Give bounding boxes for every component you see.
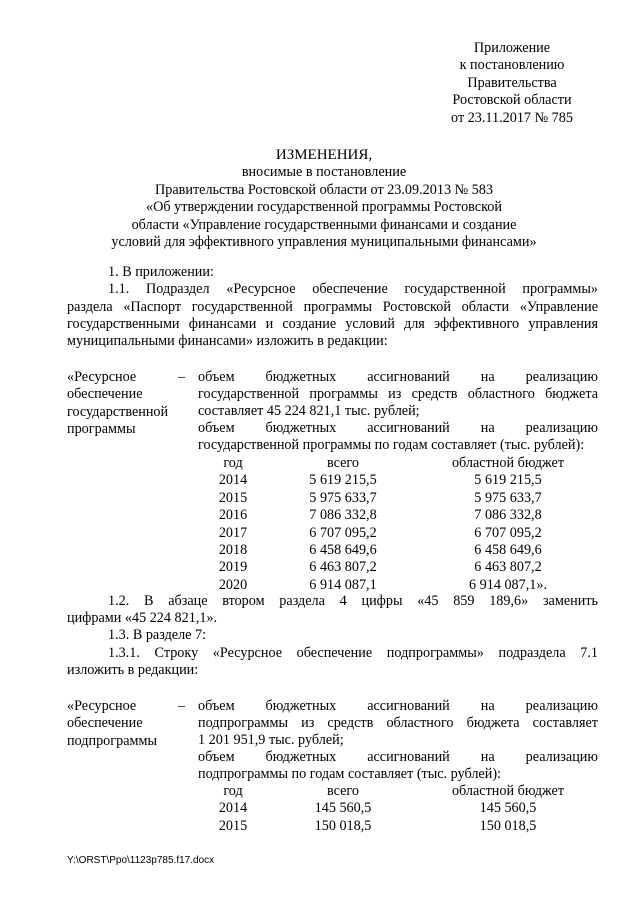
table-row [208,559,598,576]
table-row [208,490,598,507]
cell-regional: 7 086 332,8 [474,507,542,524]
block1-years-table [208,455,598,594]
header-year: год [223,783,243,799]
appendix-line: Правительства [467,74,557,91]
cell-year: 2018 [218,542,248,559]
block2-text: объем бюджетных ассигнований на реализацию [198,698,598,714]
paragraph-1: 1. В приложении: [108,264,214,280]
cell-total: 6 914 087,1 [309,576,377,593]
cell-total: 7 086 332,8 [309,507,377,524]
label-line: программы [67,421,136,438]
title-line: «Об утверждении государственной программы Ростовской [146,199,502,216]
cell-year: 2019 [218,559,248,576]
cell-total: 6 458 649,6 [309,542,377,559]
block1-dash: – [178,369,186,385]
block1-text: объем бюджетных ассигнований на реализацию [198,420,598,436]
appendix-line: Приложение [473,40,551,56]
block2-dash: – [178,698,186,714]
cell-total: 6 707 095,2 [309,524,377,541]
title-line: вносимые в постановление [241,164,407,181]
appendix-line: от 23.11.2017 № 785 [451,109,573,126]
paragraph-1-3-1: 1.3.1. Строку «Ресурсное обеспечение подпрограммы» подраздела 7.1 [108,645,598,661]
header-total: всего [327,783,359,799]
block1-text: составляет 45 224 821,1 тыс. рублей; [198,403,420,419]
cell-regional: 6 463 807,2 [474,559,542,576]
title-line: области «Управление государственными финансами и создание [131,216,517,233]
paragraph-1-1: 1.1. Подраздел «Ресурсное обеспечение государственной программы» [108,281,598,297]
title-line: условий для эффективного управления муниципальными финансами» [111,234,537,251]
appendix-line: к постановлению [459,57,565,74]
table-row [208,507,598,524]
cell-year: 2014 [218,472,248,489]
block2-years-table [208,783,598,835]
cell-regional: 6 458 649,6 [474,542,542,559]
cell-regional: 145 560,5 [479,800,537,817]
block2-text: 1 201 951,9 тыс. рублей; [198,732,344,748]
paragraph-1-3: 1.3. В разделе 7: [108,627,207,643]
cell-year: 2015 [218,489,248,506]
label-line: обеспечение [67,715,143,732]
block1-text: государственной программы по годам составляет (тыс. рублей): [198,437,585,453]
header-year: год [223,455,243,471]
cell-regional: 5 975 633,7 [474,489,542,506]
header-total: всего [327,455,359,471]
paragraph-1-2: 1.2. В абзаце втором раздела 4 цифры «45 859 189,6» заменить [108,593,598,609]
cell-total: 150 018,5 [314,817,372,834]
block2-label [67,698,157,750]
cell-regional: 150 018,5 [479,817,537,834]
cell-regional: 5 619 215,5 [474,472,542,489]
paragraph-1-1: раздела «Паспорт государственной программы Ростовской области «Управление [67,299,598,315]
cell-year: 2017 [218,524,248,541]
appendix-header [432,40,592,127]
header-regional: областной бюджет [451,783,565,799]
appendix-line: Ростовской области [452,92,572,109]
cell-total: 145 560,5 [314,800,372,817]
cell-total: 5 975 633,7 [309,489,377,506]
table-row [208,525,598,542]
label-line: «Ресурсное [67,369,137,385]
block2-text: подпрограммы по годам составляет (тыс. рублей): [198,766,501,782]
table-row [208,818,598,835]
paragraph-1-1: государственными финансами и создание условий для эффективного управления [67,316,598,332]
footer-file-path: Y:\ORST\Ppo\1123p785.f17.docx [67,855,215,866]
block2-text: подпрограммы из средств областного бюджета составляет [198,715,598,731]
title-line: Правительства Ростовской области от 23.09.2013 № 583 [155,181,493,198]
cell-total: 6 463 807,2 [309,559,377,576]
label-line: государственной [67,403,169,420]
block2-text: объем бюджетных ассигнований на реализацию [198,749,598,765]
paragraph-1-3-1: изложить в редакции: [67,662,199,678]
cell-year: 2016 [218,507,248,524]
table-row [208,542,598,559]
cell-regional: 6 707 095,2 [474,524,542,541]
block1-label [67,369,168,439]
cell-year: 2015 [218,817,248,834]
cell-total: 5 619 215,5 [309,472,377,489]
document-title [50,147,598,251]
table-row [208,577,598,594]
table-header-row [208,455,598,472]
paragraph-1-2: цифрами «45 224 821,1». [67,610,218,626]
block1-text: объем бюджетных ассигнований на реализацию [198,369,598,385]
header-regional: областной бюджет [451,455,565,471]
label-line: обеспечение [67,386,143,403]
cell-regional: 6 914 087,1». [468,576,548,593]
label-line: «Ресурсное [67,698,137,714]
title-heading: ИЗМЕНЕНИЯ, [275,147,373,163]
paragraph-1-1: муниципальными финансами» изложить в редакции: [67,333,388,349]
cell-year: 2020 [218,576,248,593]
label-line: подпрограммы [67,732,157,749]
table-header-row [208,783,598,800]
table-row [208,800,598,817]
table-row [208,472,598,489]
cell-year: 2014 [218,800,248,817]
block1-text: государственной программы из средств областного бюджета [198,386,598,402]
